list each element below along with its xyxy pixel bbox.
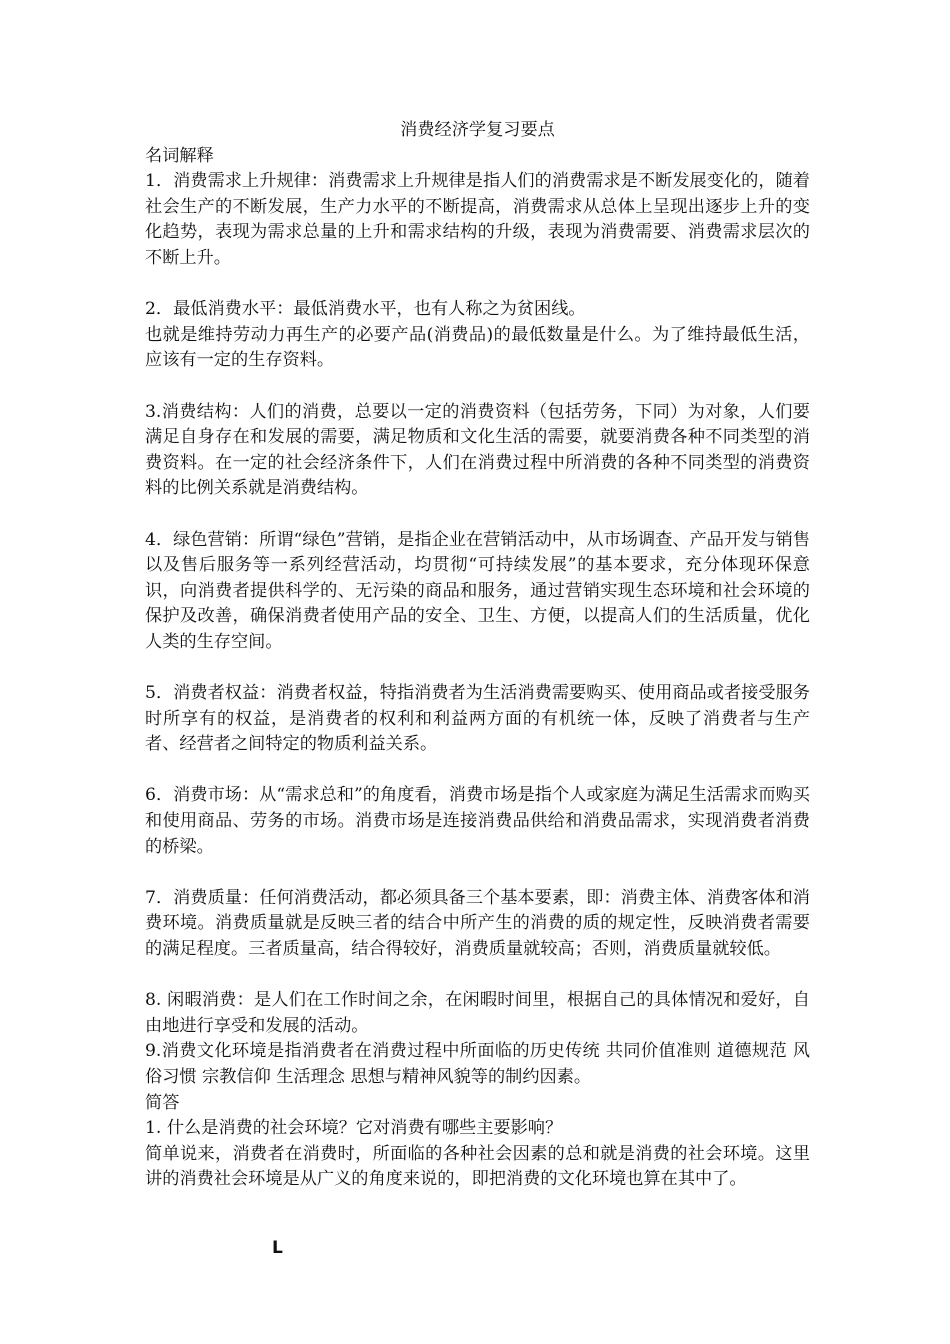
- term-7-paragraph: 7．消费质量：任何消费活动，都必须具备三个基本要素，即：消费主体、消费客体和消费环境。消费质量就是反映三者的结合中所产生的消费的质的规定性，反映消费者需要的满足程度。三者质量高，结合得较好，消费质量就较高；否则，消费质量就较低。: [145, 887, 810, 959]
- spacer: [145, 502, 810, 528]
- term-5-paragraph: 5．消费者权益：消费者权益，特指消费者为生活消费需要购买、使用商品或者接受服务时所享有的权益，是消费者的权利和利益两方面的有机统一体，反映了消费者与生产者、经营者之间特定的物质利益关系。: [145, 683, 810, 755]
- term-6-paragraph: 6．消费市场：从“需求总和”的角度看，消费市场是指个人或家庭为满足生活需求而购买和使用商品、劳务的市场。消费市场是连接消费品供给和消费品需求，实现消费者消费的桥梁。: [145, 785, 810, 857]
- term-1-paragraph: 1．消费需求上升规律：消费需求上升规律是指人们的消费需求是不断发展变化的，随着社会生产的不断发展，生产力水平的不断提高，消费需求从总体上呈现出逐步上升的变化趋势，表现为需求总量的上升和需求结构的升级，表现为消费需要、消费需求层次的不断上升。: [145, 171, 810, 268]
- question-1: 1. 什么是消费的社会环境？它对消费有哪些主要影响？: [145, 1118, 563, 1139]
- term-2-continuation: 也就是维持劳动力再生产的必要产品(消费品)的最低数量是什么。为了维持最低生活，应该有一定的生存资料。: [145, 324, 810, 371]
- term-8-paragraph: 8. 闲暇消费：是人们在工作时间之余，在闲暇时间里，根据自己的具体情况和爱好，自由地进行享受和发展的活动。: [145, 990, 810, 1036]
- term-9-paragraph: 9.消费文化环境是指消费者在消费过程中所面临的历史传统 共同价值准则 道德规范 风俗习惯 宗教信仰 生活理念 思想与精神风貌等的制约因素。: [145, 1041, 810, 1087]
- spacer: [145, 860, 810, 886]
- section-heading-terms: 名词解释: [145, 145, 214, 166]
- term-3-paragraph: 3.消费结构：人们的消费，总要以一定的消费资料（包括劳务，下同）为对象，人们要满足自身存在和发展的需要，满足物质和文化生活的需要，就要消费各种不同类型的消费资料。在一定的社会经济条件下，人们在消费过程中所消费的各种不同类型的消费资料的比例关系就是消费结构。: [145, 401, 810, 499]
- document-title: 消费经济学复习要点: [400, 120, 555, 140]
- section-heading-short-answer: 简答: [145, 1092, 180, 1113]
- spacer: [145, 758, 810, 784]
- term-4-paragraph: 4．绿色营销：所谓“绿色”营销，是指企业在营销活动中，从市场调查、产品开发与销售以及售后服务等一系列经营活动，均贯彻“可持续发展”的基本要求，充分体现环保意识，向消费者提供科学的、无污染的商品和服务，通过营销实现生态环境和社会环境的保护及改善，确保消费者使用产品的安全、卫生、方便，以提高人们的生活质量，优化人类的生存空间。: [145, 529, 810, 652]
- spacer: [145, 272, 810, 298]
- question-1-answer: 简单说来，消费者在消费时，所面临的各种社会因素的总和就是消费的社会环境。这里讲的消费社会环境是从广义的角度来说的，即把消费的文化环境也算在其中了。: [145, 1143, 810, 1190]
- footer-mark: L: [272, 1238, 283, 1258]
- spacer: [145, 374, 810, 400]
- spacer: [145, 655, 810, 681]
- term-2-paragraph: 2．最低消费水平：最低消费水平，也有人称之为贫困线。: [145, 299, 586, 320]
- spacer: [145, 963, 810, 989]
- document-page: [145, 118, 810, 1193]
